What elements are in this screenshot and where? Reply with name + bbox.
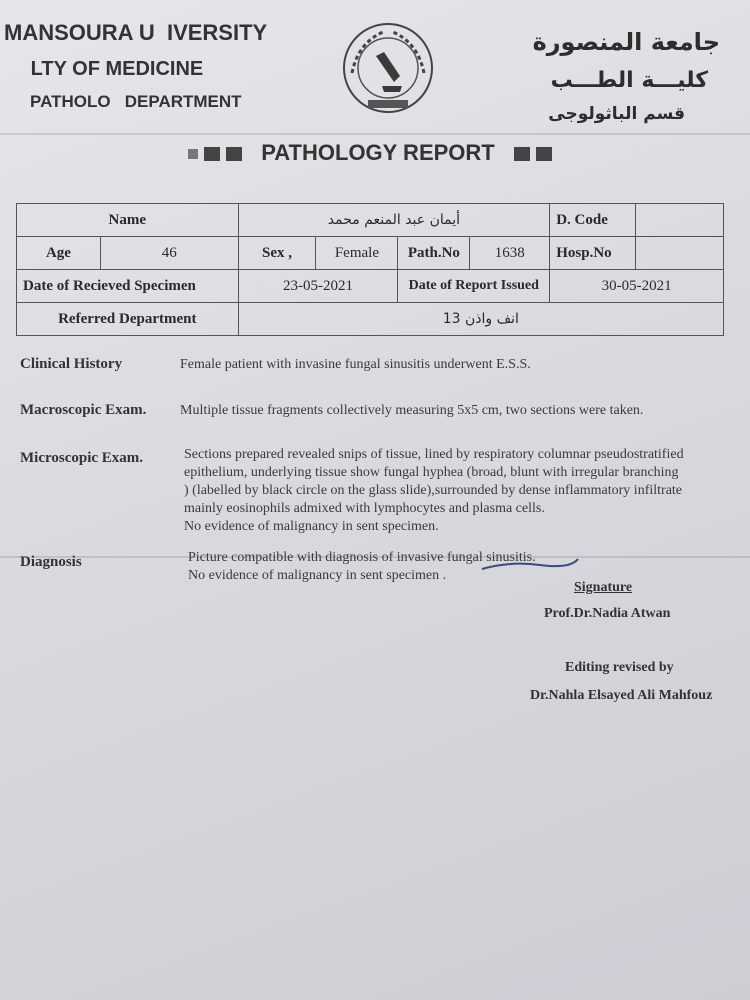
report-title bbox=[150, 140, 590, 166]
department-name-ar: قسم الباثولوجى bbox=[548, 104, 685, 124]
hospno-value bbox=[636, 237, 724, 270]
patient-info-table bbox=[16, 203, 724, 336]
faculty-logo-icon bbox=[338, 18, 438, 118]
signature-label: Signature bbox=[574, 580, 633, 595]
received-date-value: 23-05-2021 bbox=[238, 270, 398, 303]
referred-dept-label: Referred Department bbox=[17, 303, 239, 336]
pathno-label: Path.No bbox=[398, 237, 470, 270]
age-label: Age bbox=[17, 237, 101, 270]
microscopic-line: epithelium, underlying tissue show fungal hyphea (broad, blunt with irregular branching bbox=[184, 465, 679, 480]
paper-fold bbox=[0, 133, 750, 135]
dcode-value bbox=[636, 204, 724, 237]
decorative-square-icon bbox=[204, 147, 220, 161]
pen-underline-mark bbox=[480, 555, 580, 575]
referred-dept-value: انف واذن 13 bbox=[238, 303, 723, 336]
sex-value: Female bbox=[316, 237, 398, 270]
department-name-en: PATHOLO DEPARTMENT bbox=[30, 92, 242, 111]
diagnosis-text bbox=[188, 549, 728, 585]
microscopic-line: mainly eosinophils admixed with lymphocytes and plasma cells. bbox=[184, 501, 545, 516]
clinical-history-text: Female patient with invasine fungal sinusitis underwent E.S.S. bbox=[180, 357, 531, 372]
diagnosis-label: Diagnosis bbox=[20, 554, 82, 570]
decorative-square-icon bbox=[188, 149, 198, 159]
faculty-name-ar: كليـــة الطـــب bbox=[550, 68, 708, 93]
microscopic-text bbox=[184, 446, 724, 536]
table-row bbox=[17, 204, 724, 237]
microscopic-line: No evidence of malignancy in sent specimen. bbox=[184, 519, 439, 534]
university-name-en: MANSOURA U IVERSITY bbox=[4, 20, 268, 45]
decorative-square-icon bbox=[536, 147, 552, 161]
pathno-value: 1638 bbox=[470, 237, 550, 270]
table-row bbox=[17, 270, 724, 303]
macroscopic-label: Macroscopic Exam. bbox=[20, 402, 147, 418]
clinical-history-label: Clinical History bbox=[20, 356, 123, 372]
dcode-label: D. Code bbox=[550, 204, 636, 237]
report-title-text: PATHOLOGY REPORT bbox=[261, 140, 495, 165]
microscopic-label: Microscopic Exam. bbox=[20, 450, 144, 466]
diagnosis-line: Picture compatible with diagnosis of invasive fungal sinusitis. bbox=[188, 550, 536, 565]
editor-name: Dr.Nahla Elsayed Ali Mahfouz bbox=[530, 688, 713, 703]
table-row bbox=[17, 303, 724, 336]
sex-label: Sex , bbox=[238, 237, 316, 270]
editing-label: Editing revised by bbox=[565, 660, 674, 675]
hospno-label: Hosp.No bbox=[550, 237, 636, 270]
university-name-ar: جامعة المنصورة bbox=[532, 28, 720, 56]
microscopic-line: ) (labelled by black circle on the glass slide),surrounded by dense inflammatory infiltrate bbox=[184, 483, 683, 498]
issued-date-label: Date of Report Issued bbox=[398, 270, 550, 303]
faculty-name-en: LTY OF MEDICINE bbox=[14, 58, 204, 80]
decorative-square-icon bbox=[514, 147, 530, 161]
microscopic-line: Sections prepared revealed snips of tissue, lined by respiratory columnar pseudostratified bbox=[184, 447, 684, 462]
diagnosis-line: No evidence of malignancy in sent specimen . bbox=[188, 568, 447, 583]
age-value: 46 bbox=[100, 237, 238, 270]
macroscopic-text: Multiple tissue fragments collectively measuring 5x5 cm, two sections were taken. bbox=[180, 403, 644, 418]
signer-name: Prof.Dr.Nadia Atwan bbox=[544, 606, 671, 621]
issued-date-value: 30-05-2021 bbox=[550, 270, 724, 303]
name-value: أيمان عبد المنعم محمد bbox=[238, 204, 550, 237]
table-row bbox=[17, 237, 724, 270]
name-label: Name bbox=[17, 204, 239, 237]
decorative-square-icon bbox=[226, 147, 242, 161]
received-date-label: Date of Recieved Specimen bbox=[17, 270, 239, 303]
